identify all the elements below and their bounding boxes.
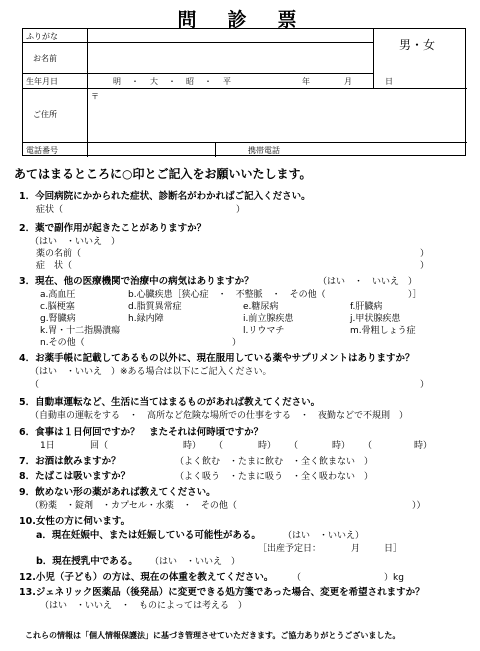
q6-meal-times-field[interactable] xyxy=(55,438,410,450)
birthdate-label: 生年月日 xyxy=(26,77,58,86)
q13-options[interactable]: （はい ・いいえ ・ ものによっては考える ） xyxy=(40,601,248,611)
name-field[interactable] xyxy=(88,43,372,73)
era-heisei[interactable]: 平 xyxy=(223,77,231,86)
q3-item-m[interactable]: m.骨粗しょう症 xyxy=(350,326,416,336)
q3-item-a[interactable]: a.高血圧 xyxy=(40,290,76,300)
era-taisho[interactable]: 大 xyxy=(150,77,158,86)
patient-info-form: ふりがな お名前 生年月日 ご住所 電話番号 携帯電話 男・女 明 ・ 大 ・ 昭 ・ 平 年 月 日 〒 xyxy=(22,28,466,156)
q3-item-h[interactable]: h.緑内障 xyxy=(128,314,164,324)
q9-options[interactable]: （粉薬 ・錠剤 ・カプセル・水薬 ・ その他（ xyxy=(30,501,237,511)
q10-b-nursing: b．現在授乳中である。 xyxy=(36,556,138,567)
q12-weight-field[interactable] xyxy=(302,570,380,582)
q2-symptom-field[interactable] xyxy=(90,258,415,270)
question-7: 7．お酒は飲みますか？ xyxy=(19,456,121,467)
question-10: 10.女性の方に伺います。 xyxy=(19,516,131,527)
question-13: 13.ジェネリック医薬品（後発品）に変更できる処方箋であった場合、変更を希望されますか？ xyxy=(19,587,425,598)
q3-options[interactable]: （はい ・ いいえ ） xyxy=(318,277,418,287)
era-meiji[interactable]: 明 xyxy=(113,77,121,86)
q3-item-b[interactable]: b.心臓疾患［狭心症 ・ 不整脈 ・ その他（ xyxy=(128,290,326,300)
q1-symptom-field[interactable] xyxy=(70,202,230,214)
q3-item-d[interactable]: d.脂質異常症 xyxy=(128,302,182,312)
question-12: 12.小児（子ども）の方は、現在の体重を教えてください。 xyxy=(19,572,274,583)
postal-mark: 〒 xyxy=(91,92,99,101)
q2-drug-name-field[interactable] xyxy=(90,246,415,258)
page-title: 問 診 票 xyxy=(177,9,303,31)
era-showa[interactable]: 昭 xyxy=(186,77,194,86)
q10-a-options[interactable]: （はい ・いいえ） xyxy=(283,531,365,541)
q2-drug-name-label: 薬の名前（ xyxy=(36,249,82,259)
day-label: 日 xyxy=(385,77,393,86)
q4-options[interactable]: （はい ・いいえ ）※ある場合は以下にご記入ください。 xyxy=(30,367,272,377)
q3-item-n[interactable]: n.その他（ xyxy=(40,338,85,348)
question-5: 5．自動車運転など、生活に当てはまるものがあれば教えてください。 xyxy=(19,397,321,408)
year-label: 年 xyxy=(302,77,310,86)
question-8: 8．たばこは吸いますか？ xyxy=(19,471,131,482)
phone-label: 電話番号 xyxy=(26,146,58,155)
q3-item-k[interactable]: k.胃・十二指腸潰瘍 xyxy=(40,326,121,336)
q3-item-j[interactable]: j.甲状腺疾患 xyxy=(350,314,401,324)
q3-item-l[interactable]: l.リウマチ xyxy=(243,326,285,336)
month-label: 月 xyxy=(344,77,352,86)
name-label: お名前 xyxy=(33,54,57,63)
q5-options[interactable]: （自動車の運転をする ・ 高所など危険な場所での仕事をする ・ 夜勤などで不規則 ） xyxy=(30,411,409,421)
q8-options[interactable]: （よく吸う ・たまに吸う ・全く吸わない ） xyxy=(175,472,374,482)
mobile-field[interactable] xyxy=(303,143,466,156)
q3-item-e[interactable]: e.糖尿病 xyxy=(243,302,279,312)
q4-supplement-field[interactable] xyxy=(40,377,415,389)
question-2: 2．薬で副作用が起きたことがありますか？ xyxy=(19,223,207,234)
q3-item-c[interactable]: c.脳梗塞 xyxy=(40,302,75,312)
q3-item-g[interactable]: g.腎臓病 xyxy=(40,314,76,324)
intro-text: あてはまるところに○印とご記入をお願いいたします。 xyxy=(14,167,312,181)
q10-a-pregnancy: a．現在妊娠中、または妊娠している可能性がある。 xyxy=(36,530,261,541)
q2-options[interactable]: （はい ・いいえ ） xyxy=(30,237,121,247)
question-4: 4．お薬手帳に記載してあるもの以外に、現在服用している薬やサプリメントはありますか？ xyxy=(19,353,415,364)
phone-field[interactable] xyxy=(88,143,214,156)
mobile-label: 携帯電話 xyxy=(248,146,280,155)
question-9: 9．飲めない形の薬があれば教えてください。 xyxy=(19,487,216,498)
question-6: 6．食事は１日何回ですか？ またそれは何時頃ですか？ xyxy=(19,427,264,438)
q2-symptom-label: 症 状（ xyxy=(36,261,73,271)
footer-note: これらの情報は「個人情報保護法」に基づき管理させていただきます。ご協力ありがとうございました。 xyxy=(25,631,401,640)
furigana-field[interactable] xyxy=(88,29,372,42)
address-label: ご住所 xyxy=(33,110,57,119)
q10-b-options[interactable]: （はい ・いいえ ） xyxy=(150,557,241,567)
q10-due-date-field[interactable] xyxy=(322,541,382,553)
q7-options[interactable]: （よく飲む ・たまに飲む ・全く飲まない ） xyxy=(175,457,374,467)
gender-options: 男・女 xyxy=(399,38,436,52)
q3-item-f[interactable]: f.肝臓病 xyxy=(350,302,383,312)
q3-item-i[interactable]: i.前立腺疾患 xyxy=(243,314,294,324)
q1-symptom-label: 症状（ xyxy=(36,205,64,215)
furigana-label: ふりがな xyxy=(26,32,58,41)
address-field[interactable] xyxy=(88,89,466,142)
question-1: 1．今回病院にかかられた症状、診断名がわかればご記入ください。 xyxy=(19,191,311,202)
q10-due-date-label: ［出産予定日： xyxy=(258,544,322,554)
question-3: 3．現在、他の医療機関で治療中の病気はありますか？ xyxy=(19,276,254,287)
